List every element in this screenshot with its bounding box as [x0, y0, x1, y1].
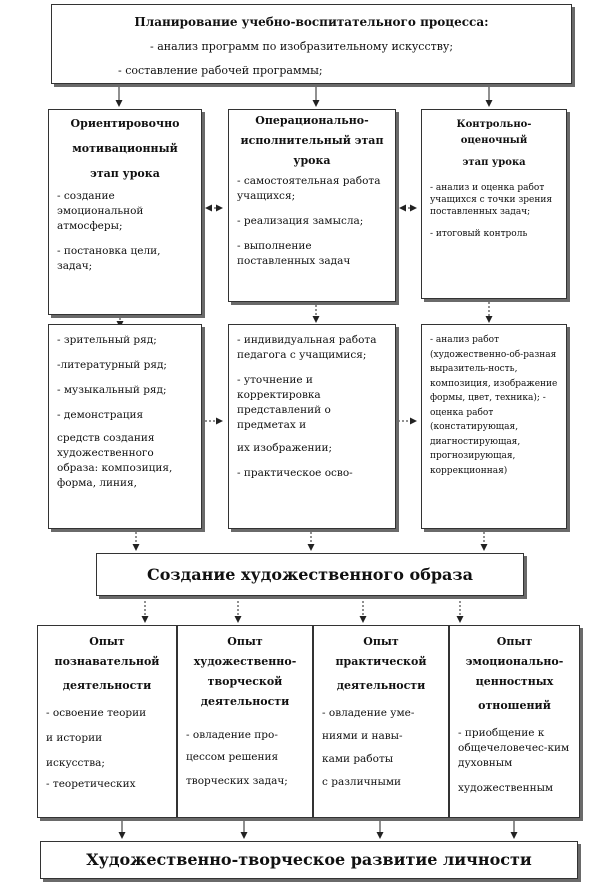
experience-title-line: деятельности: [62, 679, 152, 692]
experience-title-line: творческой: [207, 675, 283, 688]
experience-item: - освоение теории: [46, 707, 147, 719]
planning-box: [51, 4, 572, 84]
stage-item: - самостоятельная работа учащихся;: [237, 175, 381, 202]
stage-title-line: этап урока: [90, 167, 160, 180]
detail-item: -литературный ряд;: [57, 359, 167, 371]
experience-box-creative: [177, 625, 313, 818]
experience-title-line: Опыт: [363, 635, 399, 648]
stage-item: - выполнение поставленных задач: [237, 240, 351, 267]
detail-box-control: [421, 324, 567, 529]
experience-title-line: художественно-: [193, 655, 297, 668]
experience-title-line: ценностных: [475, 675, 554, 688]
stage-title-line: мотивационный: [72, 142, 178, 155]
detail-item: - зрительный ряд;: [57, 334, 157, 346]
stage-item: - итоговый контроль: [430, 229, 528, 239]
experience-item: - овладение уме-: [322, 707, 415, 719]
detail-item: - демонстрация: [57, 409, 144, 421]
stage-title-line: Ориентировочно: [70, 117, 180, 130]
stage-box-orientation: [48, 109, 202, 315]
detail-item: - музыкальный ряд;: [57, 384, 167, 396]
stage-title-line: Операционально-: [255, 114, 369, 127]
stage-title-line: оценочный: [460, 135, 528, 146]
detail-box-operational: [228, 324, 396, 529]
experience-item: ниями и навы-: [322, 730, 403, 742]
bottom-banner-text: Художественно-творческое развитие личности: [86, 850, 532, 869]
experience-title-line: Опыт: [496, 635, 533, 648]
experience-item: - теоретических: [46, 778, 136, 790]
experience-item: и истории: [46, 732, 103, 744]
experience-title-line: Опыт: [227, 635, 263, 648]
detail-item: их изображении;: [237, 442, 333, 454]
detail-item: - уточнение и корректировка представлений о предметах и: [237, 374, 331, 431]
experience-item: - приобщение к общечеловечес-ким духовным: [458, 727, 570, 769]
experience-item: художественным: [458, 782, 554, 794]
experience-title-line: практической: [335, 655, 427, 668]
experience-box-cognitive: [37, 625, 177, 818]
experience-box-practical: [313, 625, 449, 818]
experience-title-line: отношений: [478, 699, 551, 712]
stage-title-line: Контрольно-: [456, 119, 532, 130]
center-banner-text: Создание художественного образа: [147, 565, 473, 584]
experience-item: творческих задач;: [186, 775, 288, 787]
experience-item: - овладение про-цессом решения: [186, 729, 279, 763]
experience-title-line: деятельности: [336, 679, 426, 692]
detail-item: - индивидуальная работа педагога с учащимися;: [237, 334, 377, 361]
bottom-banner: [40, 841, 578, 879]
stage-item: - реализация замысла;: [237, 215, 364, 227]
experience-box-emotional: [449, 625, 580, 818]
stage-item: - создание эмоциональной атмосферы;: [57, 190, 144, 232]
experience-item: ками работы: [322, 753, 394, 765]
stage-title-line: урока: [293, 154, 331, 167]
detail-item: оценка работ (констатирующая, диагностирующая, прогнозирующая, коррекционная): [430, 407, 521, 476]
planning-title: Планирование учебно-воспитательного процесса:: [134, 15, 489, 29]
stage-item: - анализ и оценка работ учащихся с точки зрения поставленных задач;: [430, 183, 553, 217]
planning-item: - анализ программ по изобразительному искусству;: [150, 40, 454, 53]
stage-title-line: исполнительный этап: [240, 134, 384, 147]
experience-item: с различными: [322, 776, 402, 788]
experience-title-line: деятельности: [200, 695, 290, 708]
center-banner: [96, 553, 524, 596]
detail-item: - практическое осво-: [237, 467, 353, 479]
experience-title-line: эмоционально-: [465, 655, 564, 668]
experience-title-line: познавательной: [54, 655, 160, 668]
experience-item: искусства;: [46, 757, 105, 769]
detail-item: - анализ работ (художественно-об-разная выразитель-ность, композиция, изображение формы, цвет, техника); -: [430, 335, 558, 403]
stage-title-line: этап урока: [462, 157, 526, 168]
experience-title-line: Опыт: [89, 635, 125, 648]
planning-item: - составление рабочей программы;: [118, 64, 323, 77]
stage-box-control: [421, 109, 567, 299]
stage-item: - постановка цели, задач;: [57, 245, 161, 272]
detail-box-orientation: [48, 324, 202, 529]
stage-box-operational: [228, 109, 396, 302]
detail-item: средств создания художественного образа: композиция, форма, линия,: [57, 432, 173, 489]
